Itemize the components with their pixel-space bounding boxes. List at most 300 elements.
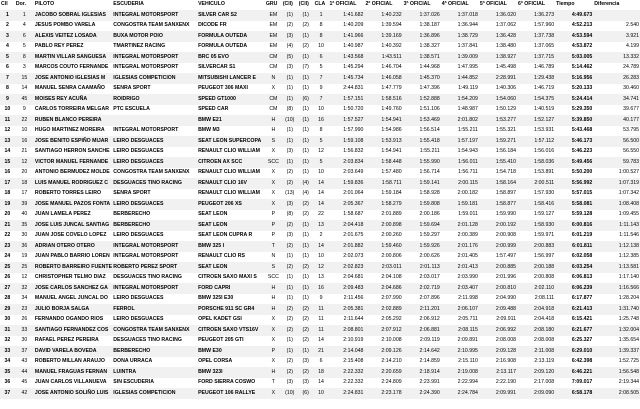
cell-lap-6: 1:37.065 [517,42,555,53]
cell-lap-1: 1:59.836 [328,178,364,189]
cell-lap-3: 1:56.514 [403,126,441,137]
cell-lap-3: 1:44.968 [403,63,441,74]
cell-vehicle: FORD CAPRI [197,283,265,294]
cell-class-pos: (10) [282,388,298,399]
table-row [0,336,640,347]
cell-group: S [265,136,282,147]
cell-class-pos: (2) [282,168,298,179]
cell-difference: 1:17.140 [593,273,640,284]
cell-driver: JOSE LUIS JUNCAL SANTIAG [34,220,112,231]
cell-lap-4: 2:10.995 [441,346,479,357]
cell-lap-4: 2:22.994 [441,378,479,389]
cell-lap-2: 2:24.809 [364,378,402,389]
cell-driver: VICTOR MANUEL FERNANDE [34,157,112,168]
cell-lap-3: 1:59.141 [403,178,441,189]
header-row [0,0,640,10]
cell-lap-1: 1:58.687 [328,210,364,221]
header-difference: Diferencia [594,1,620,8]
cell-difference: 1:08.408 [593,199,640,210]
cell-team: IGLESIAS COMPETICION [112,388,197,399]
cell-position: 28 [0,294,15,305]
cell-lap-2: 1:58.711 [364,178,402,189]
cell-driver: HUGO MARTINEZ MOREIRA [34,126,112,137]
cell-time: 6:15.421 [555,315,593,326]
cell-class: 7 [314,94,329,105]
header-lap-4: 4ª OFICIAL [441,1,469,8]
cell-class-pos: (2) [282,304,298,315]
cell-team: LEIRO DESGUACES [112,157,197,168]
cell-vehicle: CITROEN SAXO VTS16V [197,325,265,336]
cell-vehicle: MITSUBISHI LANCER E [197,73,265,84]
cell-time: 5:57.015 [555,189,593,200]
cell-lap-6: 2:00.883 [517,241,555,252]
cell-group: X [265,357,282,368]
cell-position: 14 [0,147,15,158]
cell-group: X [265,199,282,210]
cell-lap-5: 2:00.908 [479,231,517,242]
cell-lap-6: 2:08.008 [517,336,555,347]
cell-time: 6:25.327 [555,336,593,347]
cell-vehicle: SPEED CAR [197,105,265,116]
cell-lap-1: 1:41.966 [328,31,364,42]
cell-lap-4: 1:56.711 [441,168,479,179]
cell-class: 14 [314,199,329,210]
cell-class: 2 [314,231,329,242]
cell-lap-2: 1:57.480 [364,168,402,179]
cell-group: S [265,262,282,273]
cell-difference: 1:00.527 [593,168,640,179]
cell-position: 22 [0,231,15,242]
table-row [0,157,640,168]
cell-difference: 1:07.342 [593,189,640,200]
cell-position: 13 [0,136,15,147]
cell-group-pos: (2) [298,199,314,210]
cell-lap-5: 2:01.996 [479,273,517,284]
table-row [0,84,640,95]
cell-class: 7 [314,73,329,84]
cell-lap-5: 2:09.991 [479,388,517,399]
cell-class: 10 [314,105,329,116]
cell-lap-1: 2:09.483 [328,283,364,294]
table-row [0,304,640,315]
cell-lap-2: 1:46.058 [364,73,402,84]
cell-dorsal: 36 [15,241,34,252]
cell-lap-3: 2:03.017 [403,273,441,284]
cell-class: 13 [314,220,329,231]
cell-dorsal: 16 [15,136,34,147]
cell-lap-2: 2:23.178 [364,388,402,399]
cell-lap-2: 1:49.760 [364,105,402,116]
cell-lap-1: 1:43.568 [328,52,364,63]
cell-class-pos: (1) [282,283,298,294]
cell-difference: 39.677 [593,105,640,116]
cell-lap-5: 2:28.991 [479,73,517,84]
cell-class: 13 [314,273,329,284]
header-team: ESCUDERIA [113,1,144,8]
cell-group-pos: (1) [298,283,314,294]
cell-lap-1: 2:04.681 [328,273,364,284]
cell-difference: 1:32.004 [593,325,640,336]
cell-lap-4: 1:57.197 [441,136,479,147]
cell-dorsal: 43 [15,357,34,368]
cell-lap-1: 1:50.720 [328,105,364,116]
cell-lap-4: 1:55.211 [441,126,479,137]
cell-dorsal: 6 [15,31,34,42]
cell-lap-2: 2:05.292 [364,315,402,326]
cell-vehicle: RENAULT CLIO WILLIAM [197,189,265,200]
cell-time: 4:49.673 [555,10,593,21]
cell-group-pos: (1) [298,147,314,158]
cell-lap-3: 1:59.694 [403,220,441,231]
cell-lap-3: 1:36.896 [403,31,441,42]
cell-position: 36 [0,378,15,389]
cell-class: 14 [314,336,329,347]
cell-dorsal: 44 [15,367,34,378]
cell-lap-3: 2:11.201 [403,304,441,315]
cell-group-pos: (1) [298,10,314,21]
table-row [0,210,640,221]
cell-team: LEIRO DESGUACES [112,315,197,326]
table-row [0,367,640,378]
table-row [0,378,640,389]
cell-group-pos: (1) [298,231,314,242]
cell-class-pos: (1) [282,84,298,95]
header-lap-1: 1ª OFICIAL [329,1,357,8]
cell-lap-2: 1:39.594 [364,21,402,32]
cell-group-pos: (2) [298,367,314,378]
table-row [0,189,640,200]
cell-dorsal: 1 [15,10,34,21]
cell-driver: MANUEL FRAGUAS FERNAN [34,367,112,378]
cell-class-pos: (10) [282,115,298,126]
cell-lap-4: 1:44.852 [441,73,479,84]
cell-lap-1: 2:04.418 [328,220,364,231]
cell-lap-3: 2:07.896 [403,294,441,305]
table-row [0,273,640,284]
cell-class: 11 [314,304,329,315]
cell-difference: 1:31.740 [593,304,640,315]
cell-group: EM [265,10,282,21]
cell-lap-1: 2:10.919 [328,336,364,347]
cell-vehicle: SILVERCAR S1 [197,63,265,74]
cell-lap-4: 2:01.128 [441,220,479,231]
cell-lap-1: 2:01.882 [328,241,364,252]
cell-lap-2: 2:04.686 [364,283,402,294]
header-lap-5: 5ª OFICIAL [479,1,507,8]
cell-vehicle: OPEL CORSA [197,357,265,368]
cell-time: 6:58.178 [555,388,593,399]
cell-lap-1: 1:40.987 [328,42,364,53]
header-dorsal: Dor. [15,1,26,8]
cell-vehicle: RENAULT CLIO RS [197,252,265,263]
cell-position: 23 [0,241,15,252]
cell-lap-2: 2:07.990 [364,294,402,305]
cell-lap-6: 2:00.188 [517,262,555,273]
cell-group-pos: (6) [298,94,314,105]
cell-class-pos: (8) [282,210,298,221]
cell-class-pos: (5) [282,52,298,63]
cell-vehicle: PEUGEOT 106 RALLYE [197,388,265,399]
cell-group: X [265,168,282,179]
cell-lap-6: 2:08.180 [517,325,555,336]
cell-team: INTEGRAL MOTORSPORT [112,252,197,263]
cell-lap-6: 2:08.111 [517,294,555,305]
cell-class-pos: (3) [282,31,298,42]
cell-team: BERBERECHO [112,220,197,231]
cell-dorsal: 12 [15,157,34,168]
cell-position: 30 [0,315,15,326]
cell-lap-1: 1:40.209 [328,21,364,32]
cell-position: 5 [0,52,15,63]
cell-difference: 1:56.548 [593,367,640,378]
cell-lap-1: 2:02.073 [328,252,364,263]
cell-vehicle: CITROEN SAXO MAXI S [197,273,265,284]
cell-lap-6: 2:17.008 [517,378,555,389]
cell-position: 17 [0,178,15,189]
cell-lap-3: 1:52.888 [403,94,441,105]
cell-class-pos: (2) [282,367,298,378]
cell-lap-2: 2:00.898 [364,220,402,231]
cell-lap-1: 2:11.644 [328,315,364,326]
cell-class-pos: (2) [282,178,298,189]
cell-position: 35 [0,367,15,378]
cell-group: H [265,294,282,305]
cell-class: 1 [314,10,329,21]
cell-driver: MARCOS COUTO FERNANDE [34,63,112,74]
cell-group: X [265,178,282,189]
cell-vehicle: SEAT LEON CUPRA R [197,231,265,242]
cell-position: 27 [0,283,15,294]
cell-lap-4: 1:47.995 [441,63,479,74]
cell-time: 5:46.173 [555,136,593,147]
cell-driver: JULIO BORJA SALGA [34,304,112,315]
cell-class: 5 [314,136,329,147]
cell-class: 9 [314,84,329,95]
cell-vehicle: PORSCHE 911 SC GR4 [197,304,265,315]
cell-lap-3: 1:53.469 [403,115,441,126]
cell-lap-3: 2:00.626 [403,252,441,263]
cell-class-pos: (1) [282,252,298,263]
cell-lap-2: 2:09.126 [364,346,402,357]
cell-lap-1: 2:44.831 [328,84,364,95]
header-group-pos: (Cll) [298,1,309,8]
cell-time: 4:52.213 [555,21,593,32]
cell-driver: ALEXIS VEITEZ LOSADA [34,31,112,42]
cell-time: 5:43.468 [555,126,593,137]
cell-vehicle: BMW E21 [197,115,265,126]
cell-lap-2: 2:14.210 [364,357,402,368]
cell-team: BUXA MOTOR POIO [112,31,197,42]
cell-lap-3: 1:59.297 [403,231,441,242]
header-lap-6: 6ª OFICIAL [518,1,546,8]
cell-team: LEIRO DESGUACES [112,294,197,305]
cell-team: ROBERTO PEREZ SPORT [112,262,197,273]
cell-lap-5: 1:59.271 [479,136,517,147]
cell-lap-4: 2:08.115 [441,325,479,336]
cell-class: 8 [314,21,329,32]
cell-lap-4: 2:01.413 [441,262,479,273]
cell-vehicle: BMW E30 [197,346,265,357]
cell-position: 6 [0,63,15,74]
cell-dorsal: 8 [15,52,34,63]
cell-lap-2: 1:43.511 [364,52,402,63]
cell-lap-5: 2:09.128 [479,346,517,357]
table-row [0,168,640,179]
cell-group-pos: (2) [298,262,314,273]
cell-dorsal: 25 [15,262,34,273]
cell-group: SCC [265,157,282,168]
cell-position: 4 [0,42,15,53]
cell-class-pos: (1) [282,73,298,84]
cell-time: 5:49.456 [555,157,593,168]
cell-driver: JUAN PABLO BARRIO LOREN [34,252,112,263]
cell-team: CONGOSTRA TEAM SANXENX [112,21,197,32]
cell-class-pos: (1) [282,126,298,137]
cell-class-pos: (2) [282,262,298,273]
cell-lap-3: 2:14.859 [403,357,441,368]
cell-team: ROIDRIGO [112,94,197,105]
cell-lap-1: 2:02.823 [328,262,364,273]
cell-group: EM [265,31,282,42]
cell-driver: MANUEL SENRA CAAMAÑO [34,84,112,95]
cell-difference: 1:28.204 [593,294,640,305]
cell-lap-5: 2:09.488 [479,304,517,315]
cell-lap-5: 1:59.990 [479,210,517,221]
table-row [0,241,640,252]
cell-lap-6: 1:46.789 [517,63,555,74]
cell-lap-4: 1:48.987 [441,105,479,116]
cell-group-pos: (3) [298,378,314,389]
cell-position: 21 [0,220,15,231]
cell-lap-6: 1:53.931 [517,126,555,137]
table-row [0,94,640,105]
cell-team: TMARTINEZ RACING [112,42,197,53]
cell-group: H [265,304,282,315]
cell-lap-2: 1:54.986 [364,126,402,137]
cell-group: P [265,346,282,357]
cell-time: 5:29.350 [555,105,593,116]
cell-time: 5:16.956 [555,73,593,84]
cell-lap-3: 1:55.990 [403,157,441,168]
cell-dorsal: 17 [15,189,34,200]
cell-dorsal: 30 [15,231,34,242]
cell-lap-2: 1:58.448 [364,157,402,168]
cell-driver: JOSE ANTONIO SOLIÑO LUIS [34,388,112,399]
cell-lap-4: 1:39.009 [441,52,479,63]
cell-driver: RUBEN BLANCO PEREIRA [34,115,112,126]
cell-vehicle: BMW M3 [197,126,265,137]
cell-dorsal: 30 [15,336,34,347]
cell-class: 16 [314,115,329,126]
cell-group: H [265,283,282,294]
cell-dorsal: 18 [15,178,34,189]
cell-lap-2: 1:58.516 [364,94,402,105]
cell-lap-1: 2:22.332 [328,367,364,378]
cell-class-pos: (2) [282,21,298,32]
cell-lap-5: 1:58.897 [479,189,517,200]
cell-driver: JUAN CARLOS VILLANUEVA [34,378,112,389]
cell-lap-1: 2:08.801 [328,325,364,336]
cell-difference: 56.550 [593,147,640,158]
cell-lap-6: 1:59.971 [517,231,555,242]
cell-group: T [265,241,282,252]
cell-class: 11 [314,325,329,336]
cell-position: 3 [0,31,15,42]
cell-lap-3: 1:56.714 [403,168,441,179]
cell-dorsal: 4 [15,21,34,32]
cell-group: H [265,115,282,126]
cell-time: 6:03.254 [555,262,593,273]
cell-class: 5 [314,63,329,74]
cell-lap-6: 2:09.090 [517,388,555,399]
cell-position: 18 [0,189,15,200]
cell-lap-5: 1:54.060 [479,94,517,105]
cell-team: LEIRO DESGUACES [112,231,197,242]
cell-lap-1: 2:01.675 [328,231,364,242]
cell-class-pos: (2) [282,357,298,368]
cell-lap-3: 2:18.914 [403,367,441,378]
header-time: Tiempo [556,1,575,8]
cell-class: 14 [314,378,329,389]
cell-lap-6: 1:57.930 [517,189,555,200]
cell-group: P [265,231,282,242]
cell-group-pos: (1) [298,84,314,95]
cell-lap-6: 1:56.997 [517,252,555,263]
cell-class-pos: (1) [282,157,298,168]
cell-position: 31 [0,325,15,336]
cell-difference: 1:25.748 [593,315,640,326]
cell-lap-2: 2:01.889 [364,210,402,221]
cell-group: EM [265,21,282,32]
cell-lap-1: 1:45.294 [328,63,364,74]
cell-difference: 1:11.143 [593,220,640,231]
cell-position: 12 [0,126,15,137]
cell-lap-6: 1:57.960 [517,21,555,32]
cell-class-pos: (2) [282,325,298,336]
cell-lap-6: 1:29.438 [517,73,555,84]
cell-difference: 1:09.455 [593,210,640,221]
cell-time: 5:14.462 [555,63,593,74]
cell-lap-1: 2:03.649 [328,168,364,179]
cell-class: 18 [314,367,329,378]
cell-dorsal: 14 [15,84,34,95]
cell-vehicle: SEAT LEON [197,262,265,273]
cell-lap-6: 2:02.110 [517,283,555,294]
cell-lap-4: 1:49.119 [441,84,479,95]
cell-lap-5: 2:00.192 [479,220,517,231]
cell-lap-1: 1:45.734 [328,73,364,84]
cell-team: LEIRO DESGUACES [112,147,197,158]
cell-group: H [265,367,282,378]
cell-team: INTEGRAL MOTORSPORT [112,63,197,74]
header-position: Cll [1,1,8,8]
cell-dorsal: 42 [15,388,34,399]
cell-vehicle: PEUGEOT 306 MAXI [197,84,265,95]
cell-position: 34 [0,357,15,368]
cell-group: CM [265,105,282,116]
cell-group-pos: (2) [298,42,314,53]
cell-lap-3: 2:06.912 [403,315,441,326]
cell-group-pos: (7) [298,63,314,74]
cell-dorsal: 35 [15,220,34,231]
cell-lap-5: 2:06.992 [479,325,517,336]
cell-team: INTEGRAL MOTORSPORT [112,241,197,252]
cell-lap-6: 1:54.375 [517,94,555,105]
cell-dorsal: 12 [15,273,34,284]
cell-class: 6 [314,52,329,63]
cell-dorsal: 3 [15,63,34,74]
cell-lap-4: 2:06.107 [441,304,479,315]
